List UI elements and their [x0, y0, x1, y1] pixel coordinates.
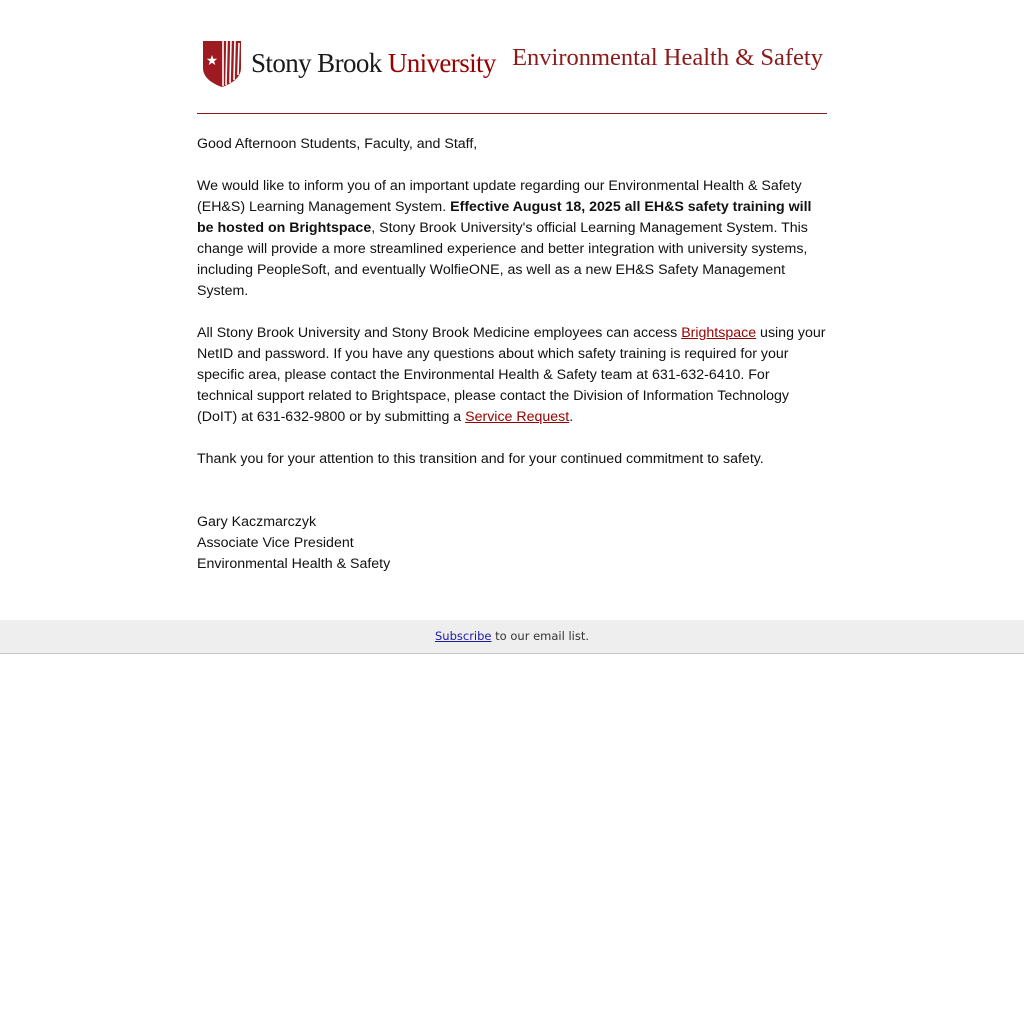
- university-name-part1: Stony Brook: [251, 47, 388, 78]
- email-container: [197, 0, 827, 575]
- email-header: [197, 36, 827, 114]
- signature-title: Associate Vice President: [197, 535, 354, 551]
- announcement-text-intro: We would like to inform you of an important update regarding our Environmental Health & Safety (EH&S) Learning Management System.: [197, 178, 802, 215]
- shield-star-icon: [201, 38, 243, 88]
- subscribe-link[interactable]: Subscribe: [435, 629, 492, 643]
- email-footer: [0, 620, 1024, 654]
- access-text-end: .: [569, 409, 574, 425]
- access-text-intro: All Stony Brook University and Stony Brook Medicine employees can access: [197, 325, 682, 341]
- announcement-bold-date: Effective August 18, 2025 all EH&S safety training will be hosted on Brightspace: [197, 199, 812, 236]
- department-title: Environmental Health & Safety: [512, 44, 823, 71]
- signature-department: Environmental Health & Safety: [197, 556, 391, 572]
- university-logo: [201, 38, 496, 88]
- closing-text: Thank you for your attention to this transition and for your continued commitment to safety.: [197, 451, 764, 467]
- greeting: Good Afternoon Students, Faculty, and Staff,: [197, 136, 478, 152]
- university-name: [251, 47, 496, 78]
- brightspace-link[interactable]: Brightspace: [681, 325, 757, 341]
- signature-block: [197, 512, 827, 575]
- subscribe-text: to our email list.: [491, 629, 589, 643]
- access-text-details: using your NetID and password. If you have any questions about which safety training is required for your specific area, please contact the Environmental Health & Safety team at 631-632-6410. For technical support related to Brightspace, please contact the Division of Information Technology (DoIT) at 631-632-9800 or by submitting a: [197, 325, 826, 425]
- paragraph-access: [197, 323, 827, 428]
- signature-name: Gary Kaczmarczyk: [197, 514, 317, 530]
- announcement-text-details: , Stony Brook University's official Learning Management System. This change will provide a more streamlined experience and better integration with university systems, including PeopleSoft, and eventually WolfieONE, as well as a new EH&S Safety Management System.: [197, 220, 808, 299]
- university-name-part2: University: [387, 47, 496, 78]
- paragraph-announcement: [197, 176, 827, 302]
- service-request-link[interactable]: Service Request: [465, 409, 570, 425]
- email-body: [197, 114, 827, 575]
